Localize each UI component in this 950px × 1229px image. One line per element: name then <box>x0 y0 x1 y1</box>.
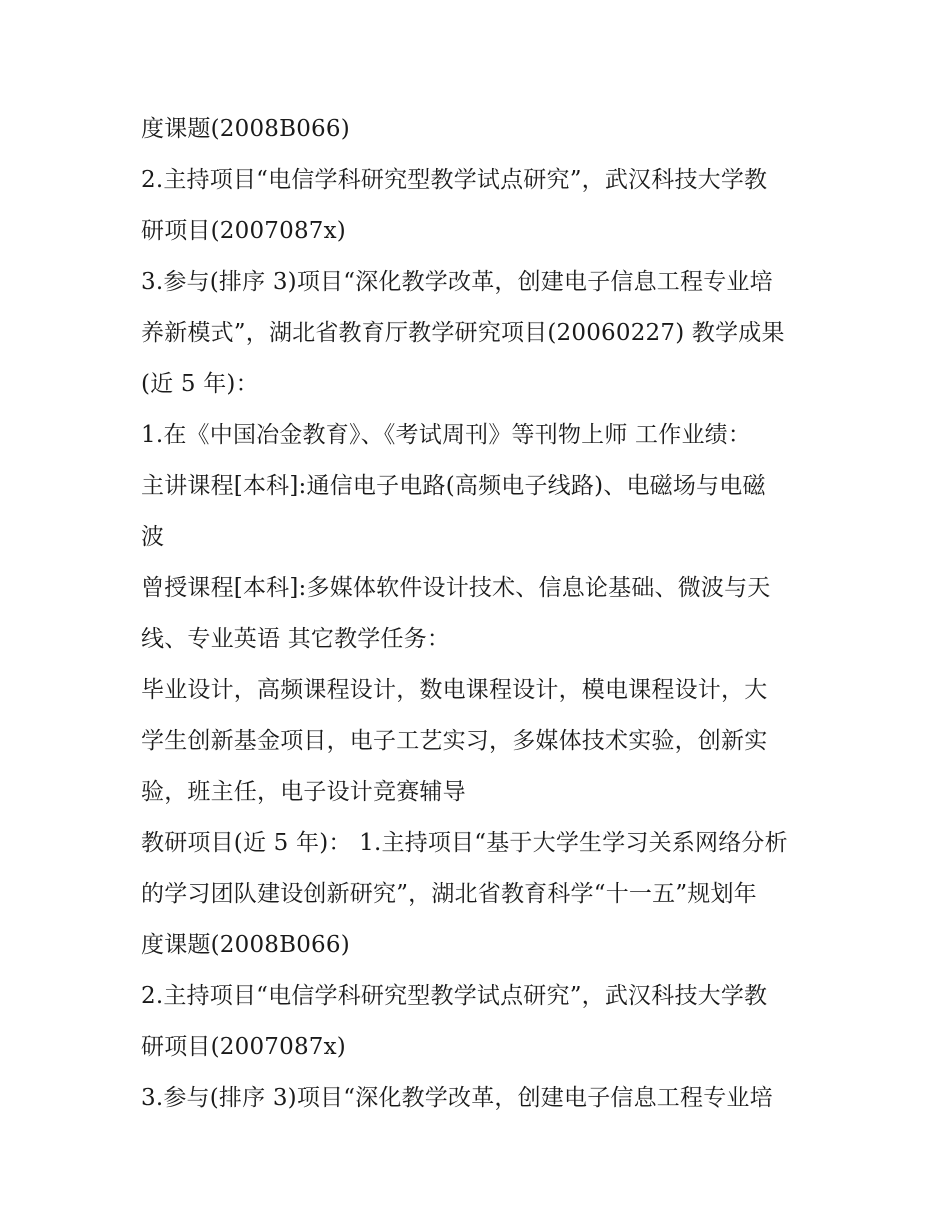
document-body <box>141 104 821 1124</box>
text-line: 3.参与(排序 3)项目“深化教学改革，创建电子信息工程专业培 <box>141 269 773 295</box>
text-line: 主讲课程[本科]:通信电子电路(高频电子线路)、电磁场与电磁 <box>141 473 766 499</box>
text-line: 曾授课程[本科]:多媒体软件设计技术、信息论基础、微波与天 <box>141 575 771 601</box>
text-line: 验，班主任，电子设计竞赛辅导 <box>141 779 466 805</box>
text-line: 学生创新基金项目，电子工艺实习，多媒体技术实验，创新实 <box>141 728 768 754</box>
text-line: 1.在《中国冶金教育》、《考试周刊》等刊物上师 工作业绩： <box>141 422 752 448</box>
text-line: 的学习团队建设创新研究”，湖北省教育科学“十一五”规划年 <box>141 881 757 907</box>
text-line: 2.主持项目“电信学科研究型教学试点研究”，武汉科技大学教 <box>141 167 768 193</box>
text-line: 波 <box>141 524 165 550</box>
text-line: 3.参与(排序 3)项目“深化教学改革，创建电子信息工程专业培 <box>141 1085 773 1111</box>
text-line: 度课题(2008B066) <box>141 116 350 142</box>
text-line: 养新模式”，湖北省教育厅教学研究项目(20060227) 教学成果 <box>141 320 785 346</box>
text-line: 线、专业英语 其它教学任务： <box>141 626 451 652</box>
text-line: 毕业设计，高频课程设计，数电课程设计，模电课程设计，大 <box>141 677 768 703</box>
text-line: 研项目(2007087x) <box>141 218 346 244</box>
text-line: 教研项目(近 5 年)： 1.主持项目“基于大学生学习关系网络分析 <box>141 830 788 856</box>
text-line: 2.主持项目“电信学科研究型教学试点研究”，武汉科技大学教 <box>141 983 768 1009</box>
text-line: 研项目(2007087x) <box>141 1034 346 1060</box>
text-line: (近 5 年)： <box>141 371 259 397</box>
text-line: 度课题(2008B066) <box>141 932 350 958</box>
